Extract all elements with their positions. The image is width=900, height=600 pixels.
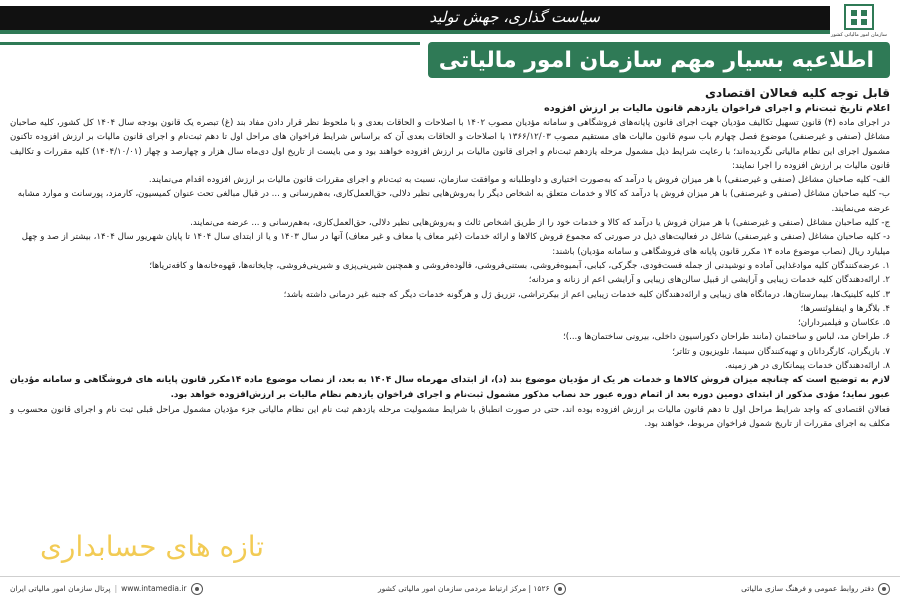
tax-organization-logo [830,2,888,42]
page-title: اطلاعیه بسیار مهم سازمان امور مالیاتی [438,47,874,73]
subheading: اعلام تاریخ ثبت‌نام و اجرای فراخوان یازدهم قانون مالیات بر ارزش افزوده [544,103,890,114]
bold-notice: لازم به توضیح است که چنانچه میزان فروش کالاها و خدمات هر یک از مؤدیان موضوع بند (د)، از ابتدای مهرماه سال ۱۴۰۴ به بعد، از نصاب موضوع ماده ۱۴مکرر قانون پایانه های فروشگاهی و سامانه مؤدیان عبور نماید؛ مؤدی مذکور از ابتدای دومین دوره بعد از اتمام دوره عبور حد نصاب مذکور مشمول ثبت‌نام و اجرای فراخوان یازدهم نظام مالیات بر ارزش‌افزوده خواهد بود. [10,375,890,400]
activity-item: ۱. عرضه‌کنندگان کلیه موادغذایی آماده و نوشیدنی از جمله فست‌فودی، جگرکی، کبابی، آبمیوه‌فروشی، بستنی‌فروشی، فالوده‌فروشی و همچنین شیرینی‌پزی و شیرینی‌فروشی، چایخانه‌ها، قهوه‌خانه‌ها و کافه‌تریاها؛ [149,260,890,271]
activity-item: ۲. ارائه‌دهندگان کلیه خدمات زیبایی و آرایشی از قبیل سالن‌های زیبایی و آرایشی اعم از زنانه و مردانه؛ [528,275,890,286]
footer-website[interactable]: www.intamedia.ir | پرتال سازمان امور مالیاتی ایران [10,583,202,595]
intro-paragraph: در اجرای ماده (۴) قانون تسهیل تکالیف مؤدیان جهت اجرای قانون پایانه‌های فروشگاهی و سامانه مؤدیان مصوب ۱۴۰۲ با اصلاحات و الحاقات بعدی و با ملحوظ نظر قرار دادن مفاد بند (غ) تبصره یک قانون بودجه سال ۱۴۰۴ کل کشور، کلیه صاحبان مشاغل (صنفی و غیرصنفی) موضوع فصل چهارم باب سوم قانون مالیات های مستقیم مصوب ۱۳۶۶/۱۲/۰۳ با اصلاحات و الحاقات بعدی آن که براساس شرایط فراخوان های مراحل اول تا دهم ثبت‌نام و اجرای قانون مالیات بر ارزش افزوده تاکنون مشمول اجرای این نظام مالیاتی نگردیده‌اند؛ با رعایت شرایط ذیل مشمول مرحله یازدهم ثبت‌نام و اجرای قانون مالیات بر ارزش افزوده خواهند بود و می بایست از تاریخ اول دی‌ماه سال هزار و چهارصد و چهار (۱۴۰۴/۱۰/۰۱) کلیه مقررات و تکالیف قانون مالیات بر ارزش افزوده را اجرا نمایند: [10,118,891,171]
clause-dal: د- کلیه صاحبان مشاغل (صنفی و غیرصنفی) شاغل در فعالیت‌های ذیل در صورتی که مجموع فروش کالاها و ارائه خدمات (غیر معاف یا معاف و غیر معاف) آنها در سال ۱۴۰۳ و یا از ابتدای سال ۱۴۰۴ تا پایان شهریور سال ۱۴۰۴، بیشتر از صد و چهل میلیارد ریال (نصاب موضوع ماده ۱۴ مکرر قانون پایانه های فروشگاهی و سامانه مؤدیان) باشند: [21,232,890,257]
activity-item: ۶. طراحان مد، لباس و ساختمان (مانند طراحان دکوراسیون داخلی، بیرونی ساختمان‌ها و...)؛ [563,332,890,343]
title-accent-line [0,42,420,45]
announcement-body [10,86,890,431]
clause-be: ب- کلیه صاحبان مشاغل (صنفی و غیرصنفی) با هر میزان فروش یا درآمد که کالا و خدمات متعلق به اشخاص دیگر را به‌روش‌هایی نظیر دلالی، حق‌العمل‌کاری، به‌هم‌رسانی و ... در قبال مبالغی تحت عنوان کمیسیون، کارمزد، پورسانت و موارد مشابه عرضه می‌نمایند. [17,189,890,214]
footer-site-text[interactable]: www.intamedia.ir [121,584,187,593]
emblem-caption: سازمان امور مالیاتی کشور [831,32,887,38]
globe-icon [191,583,203,595]
title-banner [428,42,890,78]
footer [0,576,900,600]
pr-office-icon [878,583,890,595]
watermark-text: تازه های حسابداری [40,530,265,563]
closing-paragraph: فعالان اقتصادی که واجد شرایط مراحل اول تا دهم قانون مالیات بر ارزش افزوده بوده اند، حتی در صورت انطباق با شرایط مشمولیت مرحله یازدهم ثبت نام این نظام مالیاتی جزء مؤدیان مشمول مراحل قبلی ثبت نام و اجرای قانون محسوب و مکلف به اجرای مقررات از تاریخ شمول فراخوان مربوط، خواهند بود. [10,404,890,429]
activity-item: ۴. بلاگرها و اینفلوئنسرها؛ [800,303,890,314]
emblem-icon [842,2,876,32]
header [0,0,900,38]
activity-item: ۸. ارائه‌دهندگان خدمات پیمانکاری در هر زمینه. [724,361,890,372]
footer-call-text: ۱۵۲۶ | مرکز ارتباط مردمی سازمان امور مالیاتی کشور [378,584,550,593]
header-dark-stripe [0,6,830,32]
activity-item: ۳. کلیه کلینیک‌ها، بیمارستان‌ها، درمانگاه های زیبایی و ارائه‌دهندگان کلیه خدمات زیبایی اعم از بیکرتراشی، تزریق ژل و هرگونه خدمات دیگر که جنبه غیر درمانی داشته باشد؛ [283,289,890,300]
header-slogan: سیاست گذاری، جهش تولید [429,8,600,26]
footer-call-center [378,583,565,595]
clause-jim: ج- کلیه صاحبان مشاغل (صنفی و غیرصنفی) با هر میزان فروش یا درآمد که کالا و خدمات خود را از طریق اشخاص ثالث و به‌روش‌هایی نظیر دلالی، حق‌العمل‌کاری، به‌هم‌رسانی و ... عرضه می‌نمایند. [190,218,890,229]
activity-item: ۵. عکاسان و فیلمبرداران؛ [798,318,890,329]
clause-alef: الف- کلیه صاحبان مشاغل (صنفی و غیرصنفی) با هر میزان فروش یا درآمد که به‌صورت اختیاری و داوطلبانه و موافقت سازمان، نسبت به ثبت‌نام و اجرای مقررات قانون مالیات بر ارزش افزوده اقدام می‌نمایند. [148,175,890,186]
header-green-stripe [0,30,830,34]
footer-pr-text: دفتر روابط عمومی و فرهنگ سازی مالیاتی [741,584,874,593]
addressee-heading: قابل توجه کلیه فعالان اقتصادی [705,86,890,100]
footer-portal-text: پرتال سازمان امور مالیاتی ایران [10,584,111,593]
footer-pr [741,583,890,595]
activity-item: ۷. بازیگران، کارگردانان و تهیه‌کنندگان سینما، تلویزیون و تئاتر؛ [672,346,890,357]
phone-icon [554,583,566,595]
